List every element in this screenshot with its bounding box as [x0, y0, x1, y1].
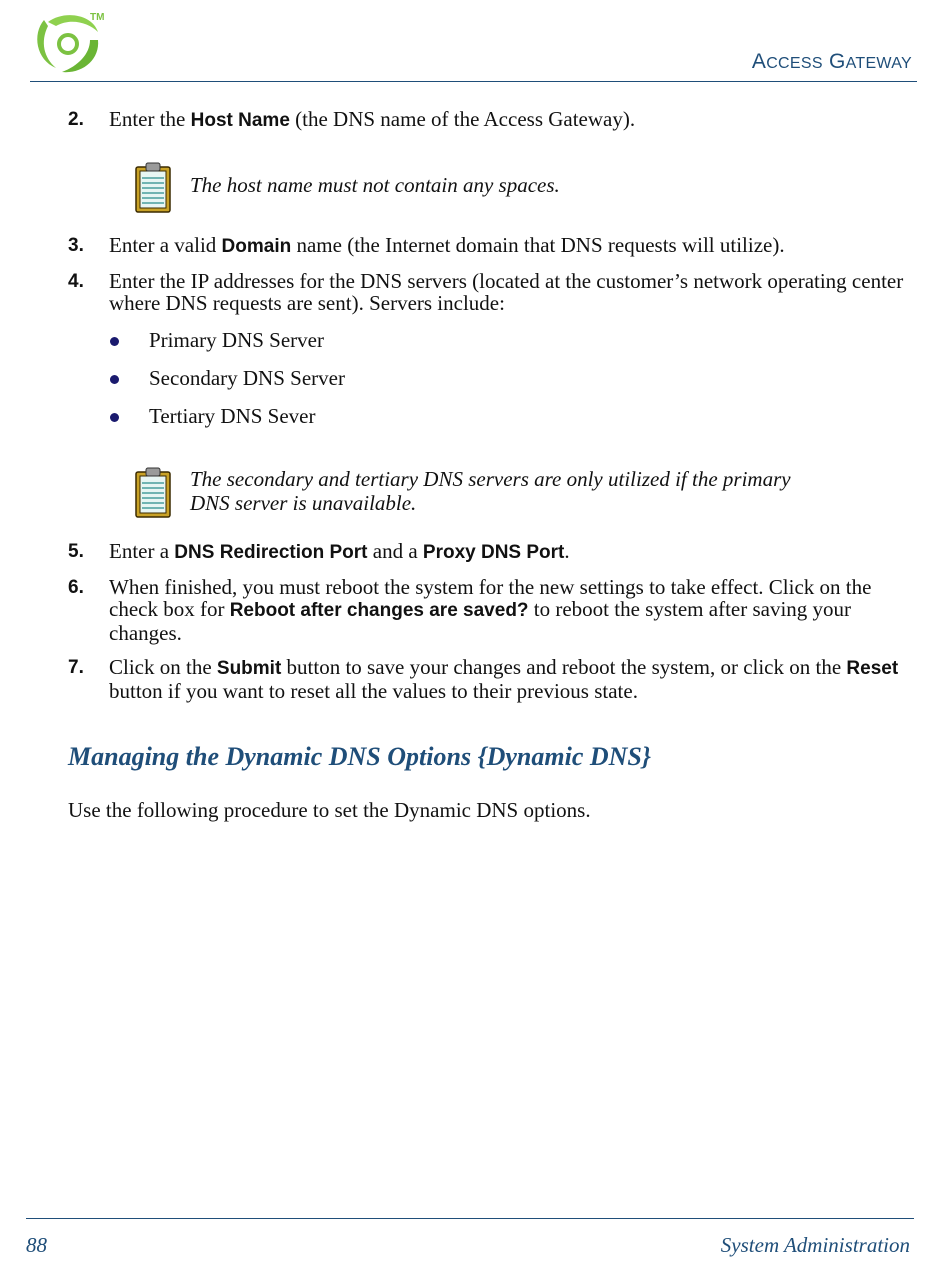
swirl-logo-icon [30, 8, 110, 76]
bullet-icon [110, 375, 119, 384]
section-paragraph: Use the following procedure to set the Dynamic DNS options. [68, 798, 591, 822]
step-5: 5. Enter a DNS Redirection Port and a Proxy DNS Port. [68, 539, 570, 563]
page-number: 88 [26, 1233, 47, 1257]
step-2: 2. Enter the Host Name (the DNS name of the Access Gateway). [68, 107, 636, 131]
note-text: The secondary and tertiary DNS servers are only utilized if the primary DNS server is unavailable. [190, 467, 791, 515]
clipboard-note-icon [133, 467, 173, 519]
clipboard-note-icon [133, 162, 173, 214]
step-4: 4. Enter the IP addresses for the DNS servers (located at the customer’s network operating center where DNS requests are sent). Servers include: [68, 269, 904, 315]
header-divider [30, 81, 917, 82]
list-item: Secondary DNS Server [0, 367, 345, 389]
step-6: 6. When finished, you must reboot the system for the new settings to take effect. Click on the check box for Reboot after changes are saved? to reboot the system after saving your changes. [68, 575, 872, 645]
step-7: 7. Click on the Submit button to save your changes and reboot the system, or click on the Reset button if you want to reset all the values to their previous state. [68, 655, 899, 703]
running-header: ACCESS GATEWAY [751, 50, 912, 73]
footer-section-name: System Administration [720, 1233, 910, 1257]
note-text: The host name must not contain any spaces. [190, 173, 560, 197]
trademark-label: TM [90, 12, 105, 23]
step-3: 3. Enter a valid Domain name (the Internet domain that DNS requests will utilize). [68, 233, 785, 257]
list-item: Tertiary DNS Sever [0, 405, 315, 427]
bullet-icon [110, 337, 119, 346]
list-item: Primary DNS Server [0, 329, 324, 351]
footer-divider [26, 1218, 914, 1219]
section-heading: Managing the Dynamic DNS Options {Dynamic DNS} [68, 742, 651, 771]
bullet-icon [110, 413, 119, 422]
